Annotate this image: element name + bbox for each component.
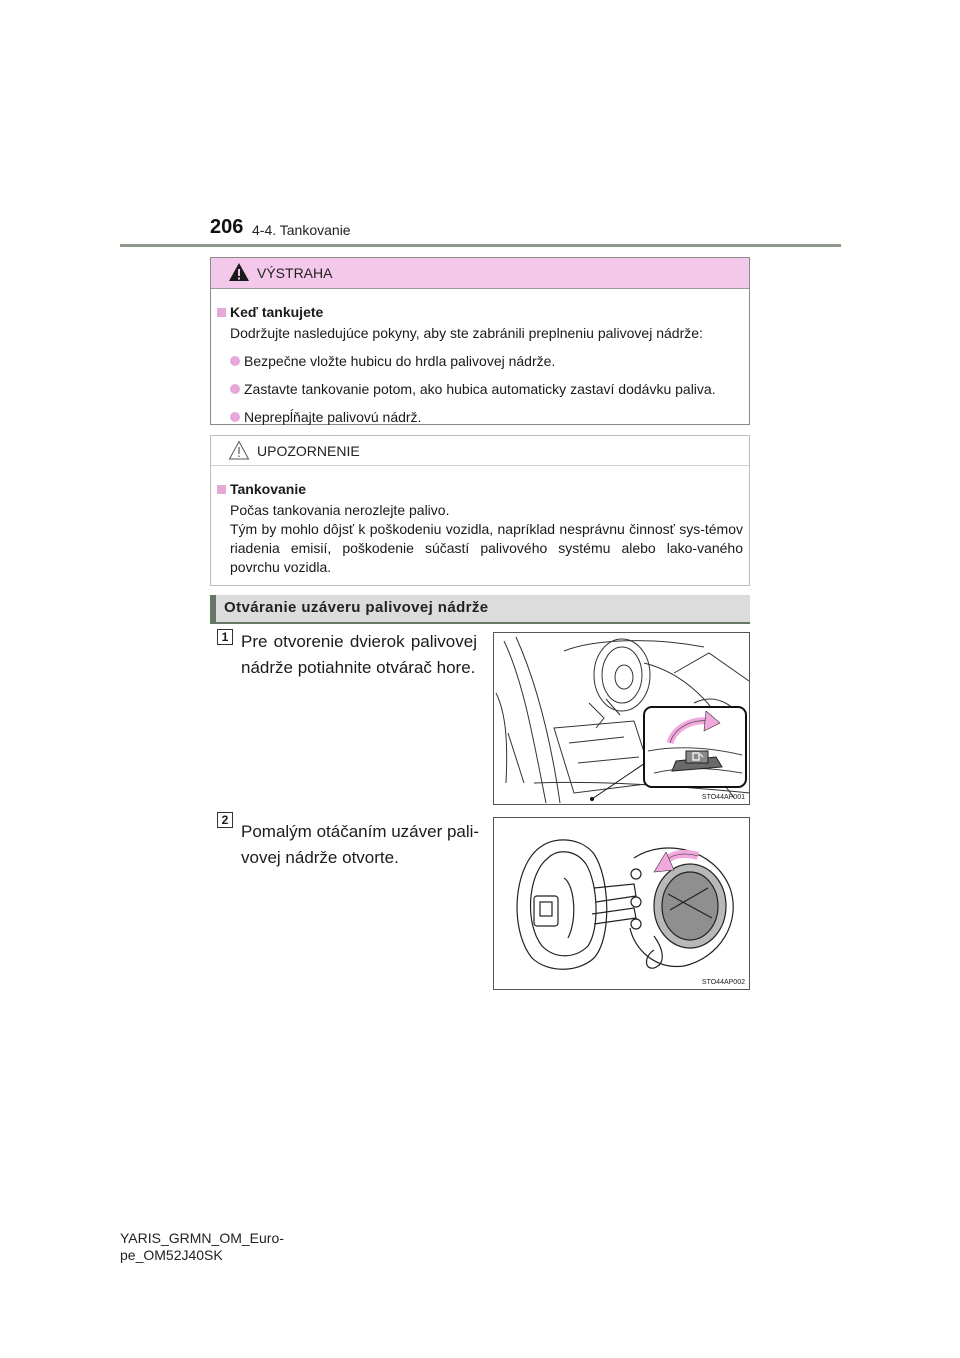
fuel-cap-illustration	[494, 818, 750, 990]
caution-title: UPOZORNENIE	[257, 443, 360, 459]
square-marker-icon	[217, 485, 226, 494]
section-band-title: Otváranie uzáveru palivovej nádrže	[224, 599, 489, 616]
caution-subhead-text: Tankovanie	[230, 481, 306, 497]
section-band	[210, 595, 750, 622]
warning-header	[211, 258, 749, 289]
car-interior-illustration	[494, 633, 750, 805]
caution-subhead	[217, 480, 743, 499]
warning-box	[210, 257, 750, 425]
warning-body	[211, 289, 749, 427]
square-marker-icon	[217, 308, 226, 317]
footer-doc-code	[120, 1230, 284, 1264]
warning-bullet	[217, 352, 743, 371]
caution-header	[211, 436, 749, 466]
caution-triangle-icon	[228, 440, 250, 460]
warning-triangle-icon	[228, 262, 250, 282]
section-band-rule	[210, 622, 750, 624]
bullet-dot-icon	[230, 412, 240, 422]
warning-bullet-text: Neprepĺňajte palivovú nádrž.	[244, 409, 422, 425]
section-title: 4-4. Tankovanie	[252, 222, 351, 238]
warning-bullet-text: Bezpečne vložte hubicu do hrdla palivovej nádrže.	[244, 353, 556, 369]
warning-bullet	[217, 380, 743, 399]
step-number-2: 2	[217, 812, 233, 828]
bullet-dot-icon	[230, 356, 240, 366]
header-rule	[120, 244, 841, 247]
figure-code-2: STO44AP002	[701, 979, 745, 986]
step-text-1: Pre otvorenie dvierok palivovej nádrže potiahnite otvárač hore.	[241, 632, 477, 677]
page-number: 206	[210, 216, 244, 238]
warning-bullet	[217, 408, 743, 427]
step-number-1: 1	[217, 629, 233, 645]
figure-fuel-cap	[493, 817, 750, 990]
caution-box	[210, 435, 750, 586]
warning-bullet-text: Zastavte tankovanie potom, ako hubica automaticky zastaví dodávku paliva.	[244, 381, 716, 397]
warning-subhead	[217, 303, 743, 322]
section-band-accent	[210, 595, 216, 622]
step-text-2: Pomalým otáčaním uzáver pali-vovej nádrže otvorte.	[241, 822, 480, 867]
caution-line-2: Tým by mohlo dôjsť k poškodeniu vozidla, napríklad nesprávnu činnosť sys-témov riadenia emisií, poškodenie súčastí palivového systému alebo lako-vaného povrchu vozidla.	[230, 521, 743, 575]
footer-line-1: YARIS_GRMN_OM_Euro-	[120, 1230, 284, 1246]
warning-title: VÝSTRAHA	[257, 265, 333, 281]
caution-body	[211, 466, 749, 577]
footer-line-2: pe_OM52J40SK	[120, 1247, 223, 1263]
caution-line-1: Počas tankovania nerozlejte palivo.	[230, 502, 450, 518]
figure-code-1: STO44AP001	[701, 794, 745, 801]
figure-fuel-door-opener	[493, 632, 750, 805]
warning-intro: Dodržujte nasledujúce pokyny, aby ste zabránili preplneniu palivovej nádrže:	[230, 325, 703, 341]
warning-subhead-text: Keď tankujete	[230, 304, 324, 320]
bullet-dot-icon	[230, 384, 240, 394]
